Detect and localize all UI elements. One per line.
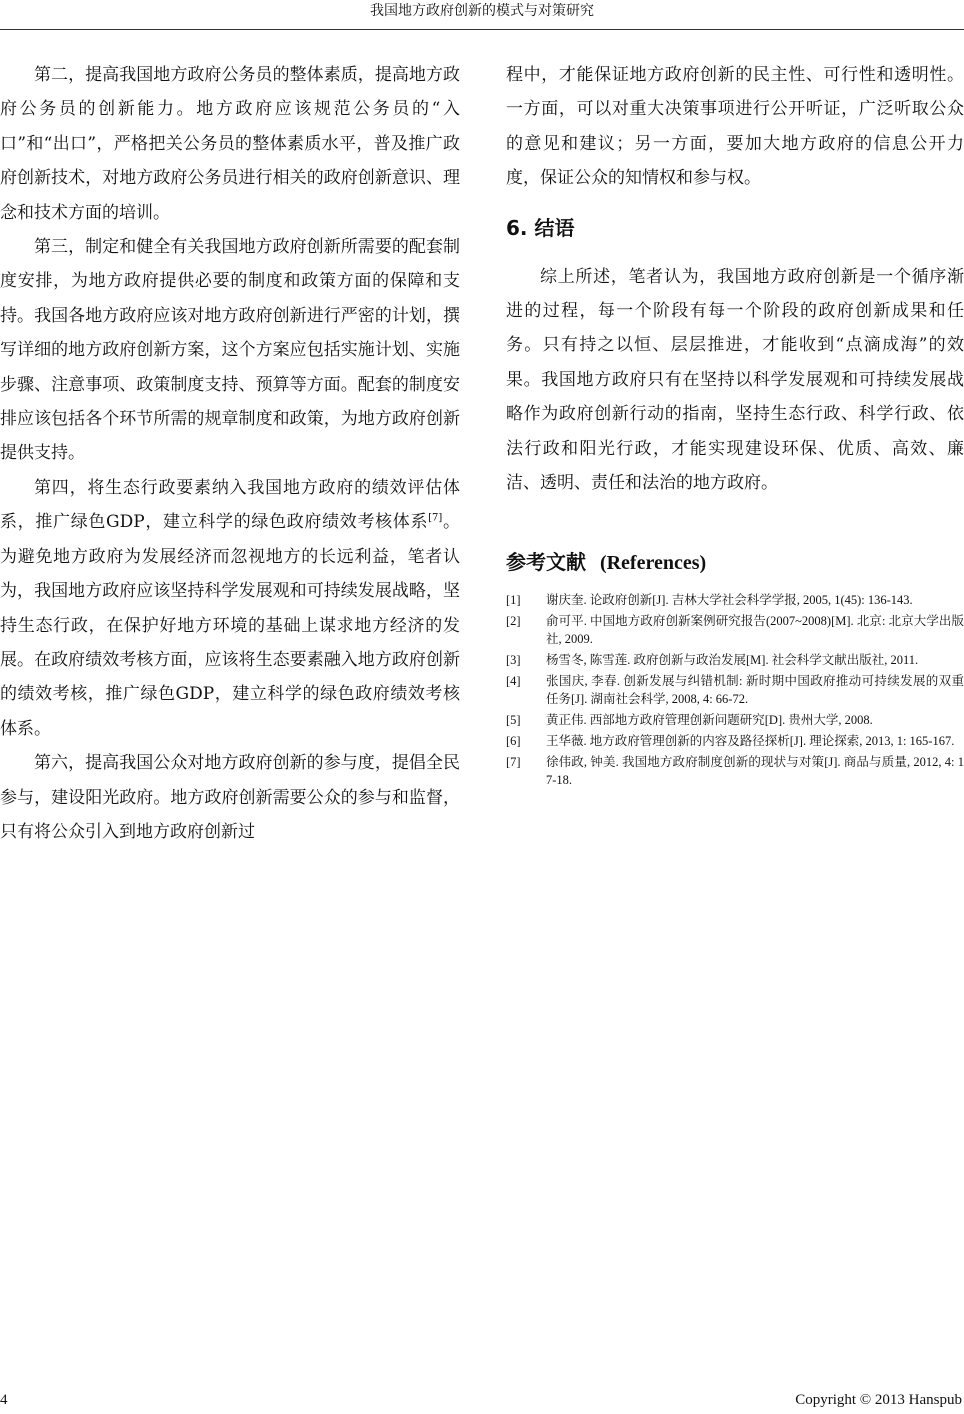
reference-item [506, 753, 964, 789]
paragraph-text: 。为避免地方政府为发展经济而忽视地方的长远利益，笔者认为，我国地方政府应该坚持科学发展观和可持续发展战略，坚持生态行政，在保护好地方环境的基础上谋求地方经济的发展。在政府绩效考核方面，应该将生态要素融入地方政府创新的绩效考核，推广绿色GDP，建立科学的绿色政府绩效考核体系。 [0, 512, 461, 739]
page-footer [0, 1390, 964, 1414]
page-number: 4 [0, 1392, 8, 1408]
reference-text: 杨雪冬, 陈雪莲. 政府创新与政治发展[M]. 社会科学文献出版社, 2011. [546, 653, 919, 668]
right-column [506, 58, 964, 792]
reference-number: [3] [506, 653, 521, 668]
reference-text: 黄正伟. 西部地方政府管理创新问题研究[D]. 贵州大学, 2008. [546, 713, 873, 728]
reference-item [506, 672, 964, 708]
running-header-title: 我国地方政府创新的模式与对策研究 [370, 3, 594, 19]
reference-text: 张国庆, 李春. 创新发展与纠错机制: 新时期中国政府推动可持续发展的双重任务[J]. 湖南社会科学, 2008, 4: 66-72. [546, 674, 964, 707]
running-header [0, 0, 964, 30]
references-heading-cn: 参考文献 [506, 550, 586, 575]
left-column [0, 58, 460, 849]
paragraph-institutional-arrangements: 第三，制定和健全有关我国地方政府创新所需要的配套制度安排，为地方政府提供必要的制度和政策方面的保障和支持。我国各地方政府应该对地方政府创新进行严密的计划，撰写详细的地方政府创新方案，这个方案应包括实施计划、实施步骤、注意事项、政策制度支持、预算等方面。配套的制度安排应该包括各个环节所需的规章制度和政策，为地方政府创新提供支持。 [0, 237, 460, 464]
references-heading [506, 548, 964, 577]
reference-number: [4] [506, 674, 521, 689]
paragraph-public-participation: 第六，提高我国公众对地方政府创新的参与度，提倡全民参与，建设阳光政府。地方政府创新需要公众的参与和监督，只有将公众引入到地方政府创新过 [0, 753, 460, 842]
reference-item [506, 612, 964, 648]
reference-number: [1] [506, 593, 521, 608]
paragraph-text: 第四，将生态行政要素纳入我国地方政府的绩效评估体系，推广绿色GDP，建立科学的绿色政府绩效考核体系 [0, 477, 460, 533]
paragraph-civil-servants: 第二，提高我国地方政府公务员的整体素质，提高地方政府公务员的创新能力。地方政府应该规范公务员的“入口”和“出口”，严格把关公务员的整体素质水平，普及推广政府创新技术，对地方政府公务员进行相关的政府创新意识、理念和技术方面的培训。 [0, 65, 460, 223]
references-heading-en: (References) [599, 552, 707, 575]
copyright-notice: Copyright © 2013 Hanspub [795, 1392, 962, 1408]
reference-text: 王华薇. 地方政府管理创新的内容及路径探析[J]. 理论探索, 2013, 1: 165-167. [546, 734, 955, 749]
citation-link-7[interactable]: [7] [428, 512, 443, 524]
reference-text: 徐伟政, 钟美. 我国地方政府制度创新的现状与对策[J]. 商品与质量, 2012, 4: 17-18. [546, 755, 964, 788]
reference-text: 谢庆奎. 论政府创新[J]. 吉林大学社会科学学报, 2005, 1(45): 136-143. [546, 593, 913, 608]
reference-number: [5] [506, 713, 521, 728]
reference-item [506, 591, 964, 609]
reference-number: [6] [506, 734, 521, 749]
reference-item [506, 732, 964, 750]
paragraph-conclusion: 综上所述，笔者认为，我国地方政府创新是一个循序渐进的过程，每一个阶段有每一个阶段的政府创新成果和任务。只有持之以恒、层层推进，才能收到“点滴成海”的效果。我国地方政府只有在坚持以科学发展观和可持续发展战略作为政府创新行动的指南，坚持生态行政、科学行政、依法行政和阳光行政，才能实现建设环保、优质、高效、廉洁、透明、责任和法治的地方政府。 [506, 266, 964, 494]
paragraph-ecological-administration [0, 471, 460, 746]
paragraph-continuation: 程中，才能保证地方政府创新的民主性、可行性和透明性。一方面，可以对重大决策事项进行公开听证，广泛听取公众的意见和建议；另一方面，要加大地方政府的信息公开力度，保证公众的知情权和参与权。 [506, 65, 964, 189]
reference-item [506, 651, 964, 669]
reference-list [506, 591, 964, 789]
reference-number: [2] [506, 614, 521, 629]
reference-number: [7] [506, 755, 521, 770]
reference-item [506, 711, 964, 729]
section-heading-conclusion: 6. 结语 [506, 215, 575, 240]
reference-text: 俞可平. 中国地方政府创新案例研究报告(2007~2008)[M]. 北京: 北京大学出版社, 2009. [546, 614, 964, 647]
